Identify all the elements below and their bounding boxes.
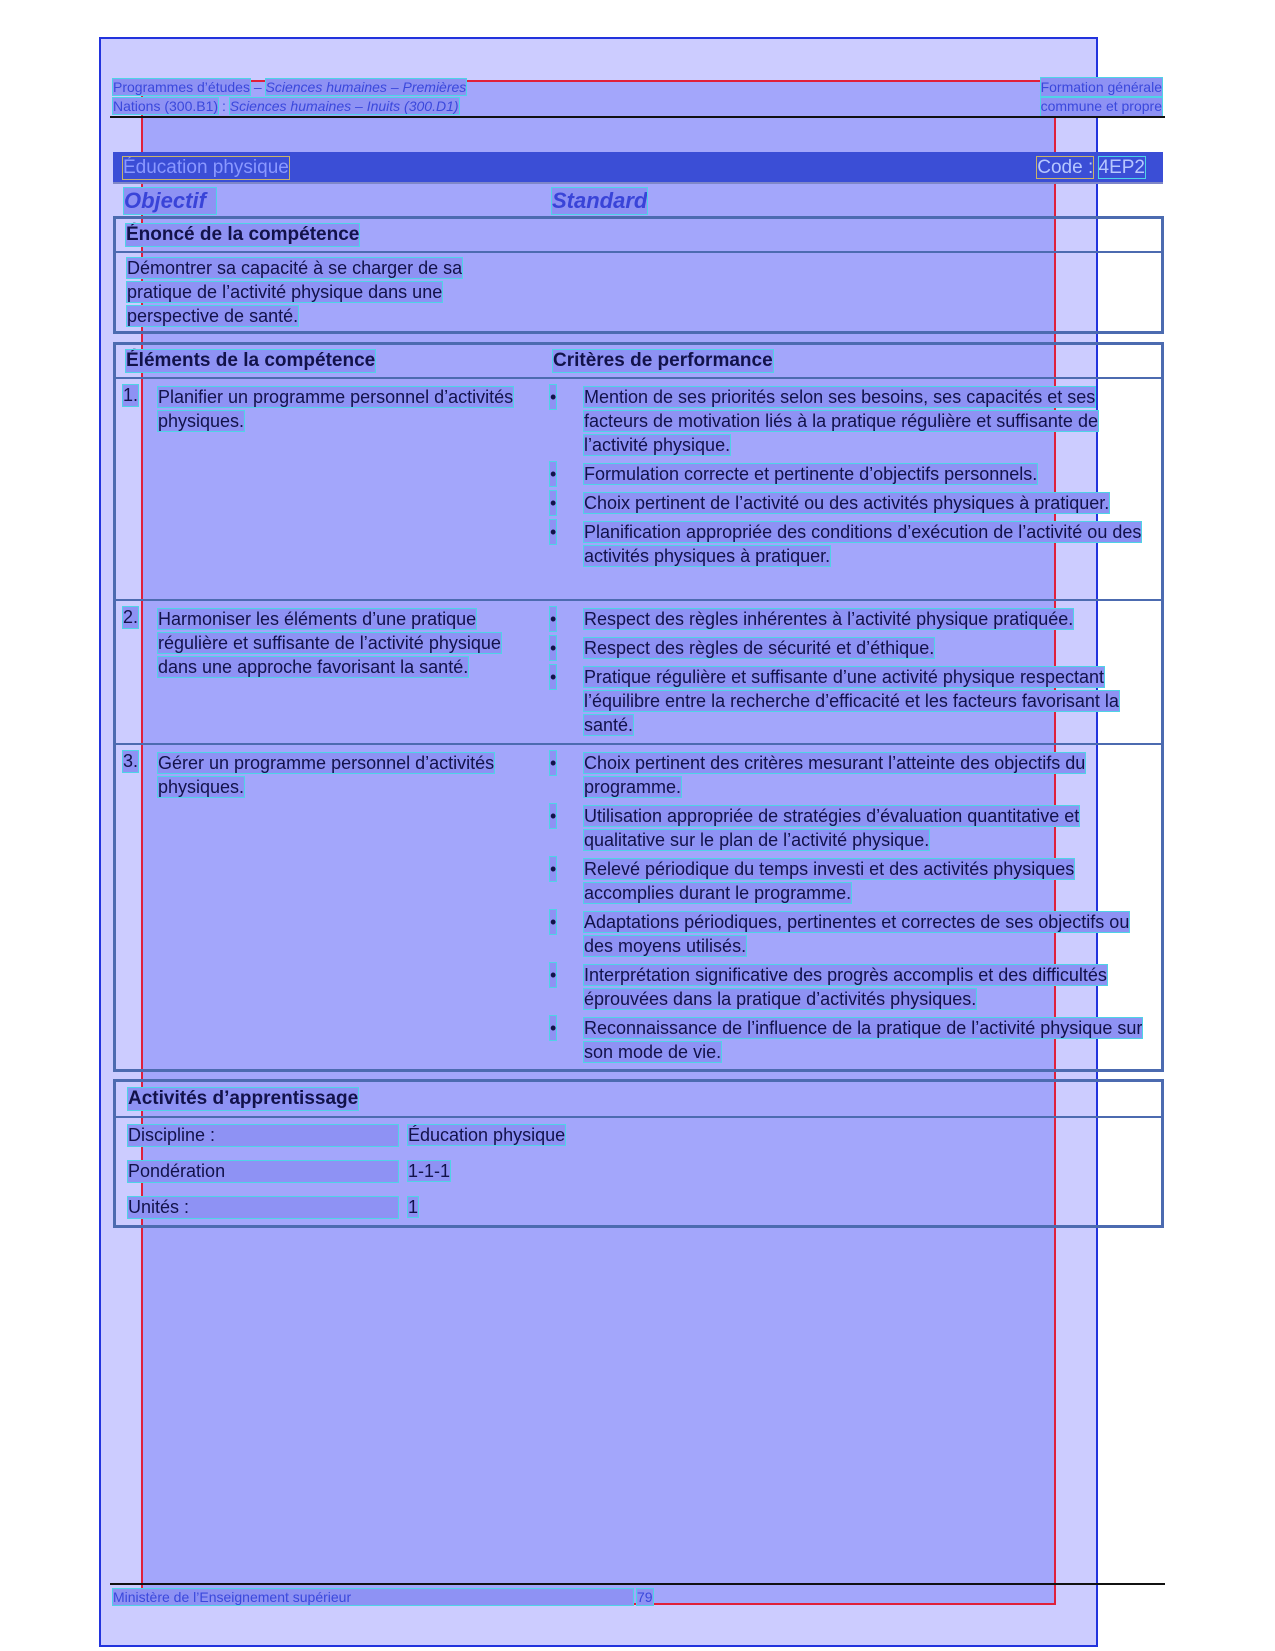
elements-heading: Éléments de la compétence xyxy=(126,350,376,371)
criteria-text: Relevé périodique du temps investi et des activités physiques accomplies durant le programme. xyxy=(584,859,1075,903)
bullet-icon: • xyxy=(550,387,557,407)
criteria-text: Utilisation appropriée de stratégies d’évaluation quantitative et qualitative sur le plan de l’activité physique. xyxy=(584,806,1080,850)
criteres-heading: Critères de performance xyxy=(553,350,773,371)
discipline-value: Éducation physique xyxy=(408,1125,566,1145)
criteria-item xyxy=(546,520,1146,568)
criteria-list xyxy=(546,751,1146,1069)
standard-label: Standard xyxy=(552,188,648,213)
criteria-text: Reconnaissance de l’influence de la pratique de l’activité physique sur son mode de vie. xyxy=(584,1018,1143,1062)
title-bar xyxy=(113,152,1163,182)
header-rule xyxy=(110,116,1165,118)
footer-rule xyxy=(110,1583,1165,1585)
bullet-icon: • xyxy=(550,965,557,985)
bullet-icon: • xyxy=(550,1018,557,1038)
running-header-right xyxy=(1041,78,1162,116)
criteria-text: Respect des règles inhérentes à l’activité physique pratiquée. xyxy=(584,609,1074,629)
header-commune: commune et propre xyxy=(1040,98,1162,114)
bullet-icon: • xyxy=(550,667,557,687)
criteria-item xyxy=(546,636,1146,660)
discipline-label: Discipline : xyxy=(128,1125,398,1146)
criteria-text: Interprétation significative des progrès accomplis et des difficultés éprouvées dans la pratique d’activités physiques. xyxy=(584,965,1107,1009)
bullet-icon: • xyxy=(550,806,557,826)
criteria-item xyxy=(546,607,1146,631)
activites-header xyxy=(116,1082,1161,1118)
enonce-header xyxy=(116,219,1161,253)
course-code: Code : 4EP2 xyxy=(1037,157,1145,178)
criteria-list xyxy=(546,607,1146,742)
bullet-icon: • xyxy=(550,522,557,542)
criteria-text: Formulation correcte et pertinente d’objectifs personnels. xyxy=(584,464,1038,484)
element-number: 2. xyxy=(123,607,139,627)
element-text: Harmoniser les éléments d’une pratique régulière et suffisante de l’activité physique dans une approche favorisant la santé. xyxy=(158,609,501,677)
header-programmes: Programmes d’études xyxy=(113,79,250,95)
criteria-text: Planification appropriée des conditions d’exécution de l’activité ou des activités physiques à pratiquer. xyxy=(584,522,1142,566)
header-sciences-humaines-1: Sciences humaines – Premières xyxy=(265,79,467,95)
activites-heading: Activités d’apprentissage xyxy=(128,1088,359,1109)
criteria-item xyxy=(546,491,1146,515)
unites-value: 1 xyxy=(408,1197,419,1217)
running-header-left: Programmes d’études – Sciences humaines – Premières Nations (300.B1) : Sciences humaines – Inuits (300.D1) xyxy=(113,79,467,114)
criteria-item xyxy=(546,385,1146,457)
enonce-box xyxy=(113,216,1164,334)
criteria-item xyxy=(546,1016,1146,1064)
unites-label: Unités : xyxy=(128,1197,398,1218)
criteria-text: Respect des règles de sécurité et d’éthique. xyxy=(584,638,935,658)
element-number: 1. xyxy=(123,385,139,405)
course-title: Éducation physique xyxy=(123,157,289,178)
competence-element-row xyxy=(116,743,1161,1074)
bullet-icon: • xyxy=(550,609,557,629)
competence-element-row xyxy=(116,379,1161,599)
bullet-icon: • xyxy=(550,464,557,484)
element-text: Gérer un programme personnel d’activités physiques. xyxy=(158,753,495,797)
header-formation: Formation générale xyxy=(1040,79,1162,95)
footer-ministere: Ministère de l’Enseignement supérieur xyxy=(113,1589,633,1605)
criteria-item xyxy=(546,462,1146,486)
criteria-item xyxy=(546,857,1146,905)
criteria-item xyxy=(546,910,1146,958)
header-sciences-humaines-2: Sciences humaines – Inuits (300.D1) xyxy=(229,98,459,114)
criteria-text: Choix pertinent de l’activité ou des activités physiques à pratiquer. xyxy=(584,493,1110,513)
ponderation-label: Pondération xyxy=(128,1161,398,1182)
criteria-text: Mention de ses priorités selon ses besoins, ses capacités et ses facteurs de motivation liés à la pratique régulière et suffisante de l’activité physique. xyxy=(584,387,1098,455)
activites-box xyxy=(113,1079,1164,1228)
element-text: Planifier un programme personnel d’activités physiques. xyxy=(158,387,514,431)
element-number: 3. xyxy=(123,751,139,771)
bullet-icon: • xyxy=(550,638,557,658)
elements-header xyxy=(116,345,1161,379)
criteria-text: Pratique régulière et suffisante d’une activité physique respectant l’équilibre entre la recherche d’efficacité et les facteurs favorisant la santé. xyxy=(584,667,1119,735)
ponderation-value: 1-1-1 xyxy=(408,1161,451,1181)
bullet-icon: • xyxy=(550,753,557,773)
criteria-list xyxy=(546,385,1146,573)
elements-box xyxy=(113,342,1164,1072)
criteria-item xyxy=(546,665,1146,737)
criteria-item xyxy=(546,804,1146,852)
objectif-label: Objectif xyxy=(124,188,216,214)
bullet-icon: • xyxy=(550,859,557,879)
bullet-icon: • xyxy=(550,493,557,513)
header-nations: Nations (300.B1) xyxy=(113,98,219,114)
criteria-text: Adaptations périodiques, pertinentes et correctes de ses objectifs ou des moyens utilisés. xyxy=(584,912,1130,956)
criteria-text: Choix pertinent des critères mesurant l’atteinte des objectifs du programme. xyxy=(584,753,1086,797)
competence-element-row xyxy=(116,599,1161,745)
enonce-text: Démontrer sa capacité à se charger de sa pratique de l’activité physique dans une perspective de santé. xyxy=(127,258,463,326)
criteria-item xyxy=(546,751,1146,799)
page-number: 79 xyxy=(637,1589,653,1605)
criteria-item xyxy=(546,963,1146,1011)
enonce-heading: Énoncé de la compétence xyxy=(126,224,360,245)
bullet-icon: • xyxy=(550,912,557,932)
